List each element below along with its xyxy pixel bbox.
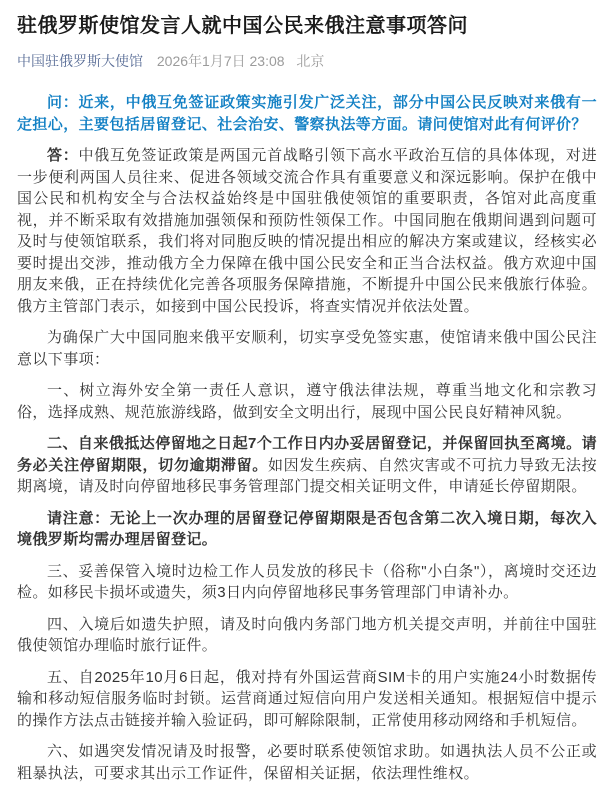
text-run: 四、入境后如遗失护照，请及时向俄内务部门地方机关提交声明，并前往中国驻俄使领馆办理临时旅行证件。	[17, 615, 597, 655]
paragraph	[17, 741, 597, 784]
text-run: 如因发生疾病、自然灾害或不可抗力导致无法按期离境，请及时向停留地移民事务管理部门提交相关证明文件，申请延长停留期限。	[17, 456, 597, 496]
paragraph	[17, 145, 597, 317]
text-run: 五、自2025年10月6日起，俄对持有外国运营商SIM卡的用户实施24小时数据传输和移动短信服务临时封锁。运营商通过短信向用户发送相关通知。根据短信中提示的操作方法点击链接并输入验证码，即可解除限制，正常使用移动网络和手机短信。	[17, 668, 597, 729]
paragraph	[17, 614, 597, 657]
text-run: 中俄互免签证政策是两国元首战略引领下高水平政治互信的具体体现，对进一步便利两国人员往来、促进各领域交流合作具有重要意义和深远影响。保护在俄中国公民和机构安全与合法权益始终是中国驻俄使领馆的重要职责，各馆对此高度重视，并不断采取有效措施加强领保和预防性领保工作。中国同胞在俄期间遇到问题可及时与使领馆联系，我们将对同胞反映的情况提出相应的解决方案或建议，经核实必要时提出交涉，推动俄方全力保障在俄中国公民安全和正当合法权益。俄方欢迎中国朋友来俄，正在持续优化完善各项服务保障措施，不断提升中国公民来俄旅行体验。俄方主管部门表示，如接到中国公民投诉，将查实情况并依法处置。	[17, 147, 597, 315]
publish-datetime: 2026年1月7日 23:08	[156, 53, 285, 69]
text-run: 一、树立海外安全第一责任人意识，遵守俄法律法规，尊重当地文化和宗教习俗，选择成熟、规范旅游线路，做到安全文明出行，展现中国公民良好精神风貌。	[17, 382, 597, 421]
text-run: 问：近来，中俄互免签证政策实施引发广泛关注，部分中国公民反映对来俄有一定担心，主要包括居留登记、社会治安、警察执法等方面。请问使馆对此有何评价？	[17, 94, 597, 133]
paragraph	[17, 327, 597, 370]
publish-location: 北京	[296, 53, 325, 69]
paragraph	[17, 667, 597, 732]
paragraph	[17, 380, 597, 423]
article-title: 驻俄罗斯使馆发言人就中国公民来俄注意事项答问	[17, 15, 468, 37]
paragraph	[17, 508, 597, 551]
byline	[17, 52, 597, 70]
text-run: 为确保广大中国同胞来俄平安顺利，切实享受免签实惠，使馆请来俄中国公民注意以下事项：	[17, 329, 597, 368]
paragraph	[17, 433, 597, 498]
text-run: 六、如遇突发情况请及时报警，必要时联系使领馆求助。如遇执法人员不公正或粗暴执法，可要求其出示工作证件，保留相关证据，依法理性维权。	[17, 743, 597, 782]
text-run: 二、自来俄抵达停留地之日起7个工作日内办妥居留登记，并保留回执至离境。请务必关注停留期限，切勿逾期滞留。	[17, 435, 597, 474]
text-run: 请注意：无论上一次办理的居留登记停留期限是否包含第二次入境日期，每次入境俄罗斯均需办理居留登记。	[17, 509, 597, 549]
account-link[interactable]: 中国驻俄罗斯大使馆	[17, 53, 143, 69]
paragraph	[17, 561, 597, 604]
article-body	[17, 92, 597, 784]
text-run: 三、妥善保管入境时边检工作人员发放的移民卡（俗称"小白条"），离境时交还边检。如移民卡损坏或遗失，须3日内向停留地移民事务管理部门申请补办。	[17, 562, 597, 602]
text-run: 答：	[47, 147, 79, 165]
question-paragraph	[17, 92, 597, 135]
